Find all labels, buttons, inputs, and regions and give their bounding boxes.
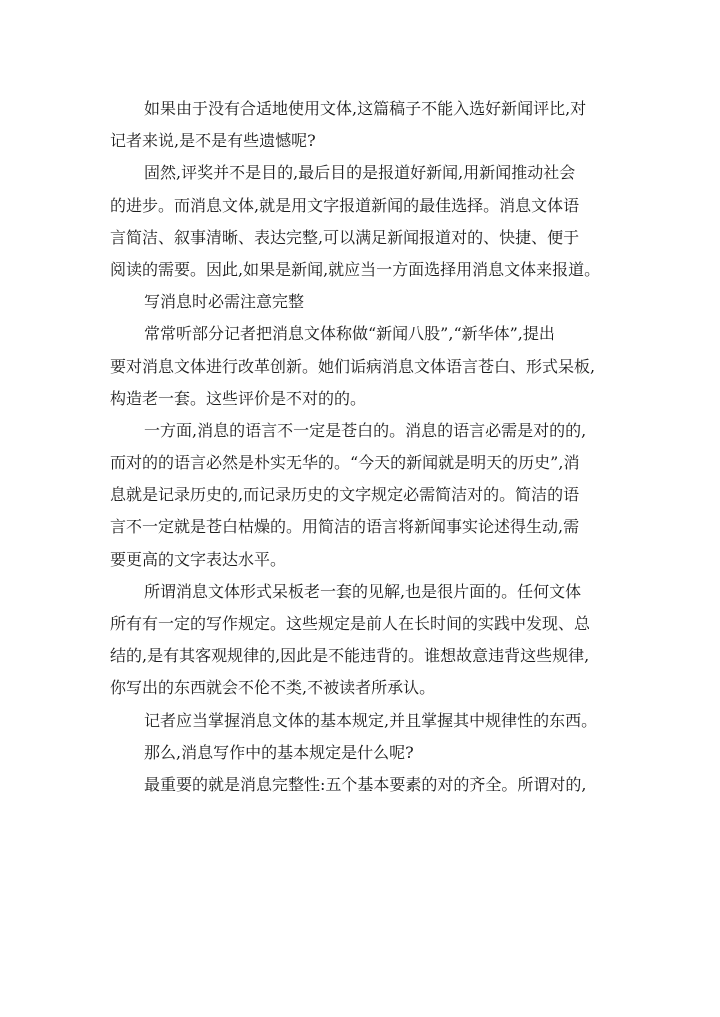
text-line: 所有有一定的写作规定。这些规定是前人在长时间的实践中发现、总 <box>110 614 591 633</box>
text-line: 你写出的东西就会不伦不类,不被读者所承认。 <box>110 678 436 698</box>
text-line: 记者应当掌握消息文体的基本规定,并且掌握其中规律性的东西。 <box>144 710 598 730</box>
text-line: 言不一定就是苍白枯燥的。用简洁的语言将新闻事实论述得生动,需 <box>110 517 580 537</box>
text-line: 息就是记录历史的,而记录历史的文字规定必需简洁对的。简洁的语 <box>110 485 580 505</box>
text-line: 要更高的文字表达水平。 <box>110 549 287 569</box>
text-line: 的进步。而消息文体,就是用文字报道新闻的最佳选择。消息文体语 <box>110 195 580 215</box>
text-line: 写消息时必需注意完整 <box>144 292 305 312</box>
text-line: 固然,评奖并不是目的,最后目的是报道好新闻,用新闻推动社会 <box>144 163 576 183</box>
text-line: 结的,是有其客观规律的,因此是不能违背的。谁想故意违背这些规律, <box>110 646 590 666</box>
text-line: 那么,消息写作中的基本规定是什么呢? <box>144 742 414 762</box>
text-line: 如果由于没有合适地使用文体,这篇稿子不能入选好新闻评比,对 <box>144 99 587 118</box>
text-line: 而对的的语言必然是朴实无华的。“今天的新闻就是明天的历史”,消 <box>110 453 580 473</box>
text-line: 最重要的就是消息完整性:五个基本要素的对的齐全。所谓对的, <box>144 774 587 794</box>
document-body <box>110 93 620 801</box>
text-line: 所谓消息文体形式呆板老一套的见解,也是很片面的。任何文体 <box>144 581 582 601</box>
text-line: 要对消息文体进行改革创新。她们诟病消息文体语言苍白、形式呆板, <box>110 356 596 376</box>
text-line: 一方面,消息的语言不一定是苍白的。消息的语言必需是对的的, <box>144 420 587 440</box>
text-line: 常常听部分记者把消息文体称做“新闻八股”,“新华体”,提出 <box>144 324 555 344</box>
text-line: 言简洁、叙事清晰、表达完整,可以满足新闻报道对的、快捷、便于 <box>110 227 580 247</box>
text-line: 构造老一套。这些评价是不对的的。 <box>110 388 367 408</box>
text-line: 阅读的需要。因此,如果是新闻,就应当一方面选择用消息文体来报道。 <box>110 259 601 279</box>
text-line: 记者来说,是不是有些遗憾呢? <box>110 131 316 151</box>
